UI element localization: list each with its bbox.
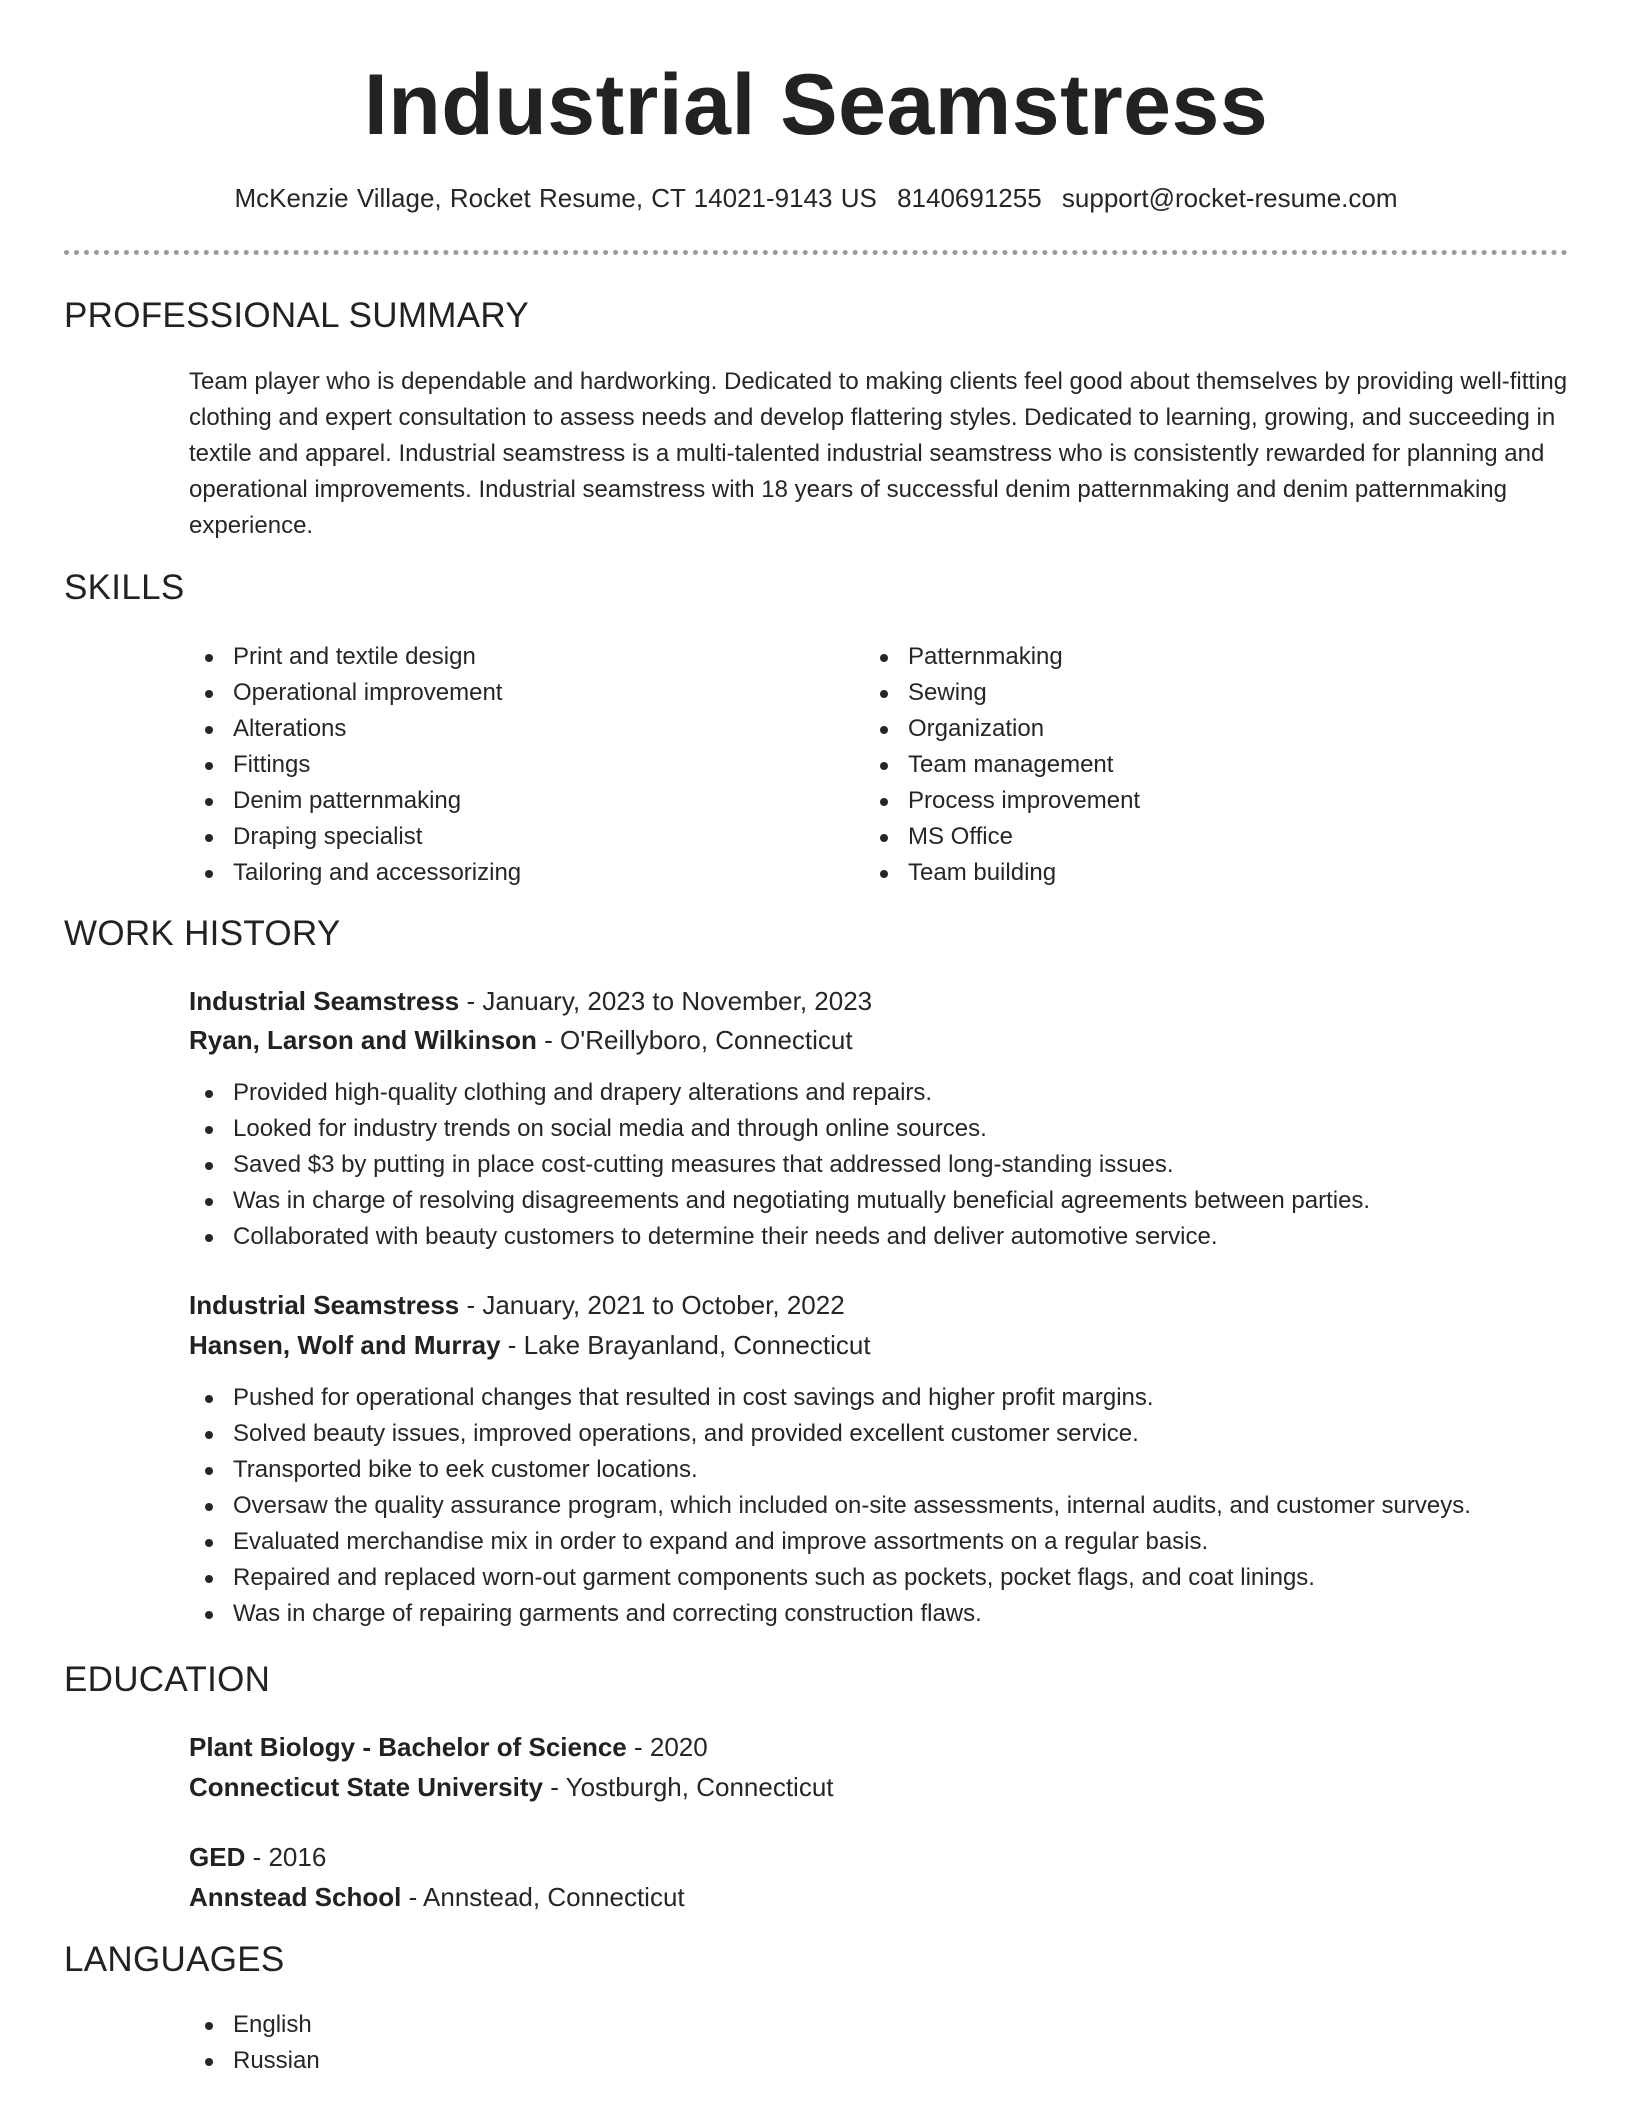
skill-item: Tailoring and accessorizing xyxy=(189,855,521,891)
section-title-languages: LANGUAGES xyxy=(64,1940,285,1979)
edu-location: - Annstead, Connecticut xyxy=(401,1882,685,1912)
section-title-education: EDUCATION xyxy=(64,1660,271,1699)
job-title: Industrial Seamstress xyxy=(189,986,460,1016)
skill-item: Process improvement xyxy=(864,783,1140,819)
candidate-name: Industrial Seamstress xyxy=(363,57,1269,153)
job-bullet: Was in charge of resolving disagreements and negotiating mutually beneficial agreements between parties. xyxy=(189,1183,1370,1219)
job-bullet: Was in charge of repairing garments and correcting construction flaws. xyxy=(189,1596,1471,1632)
skill-item: Draping specialist xyxy=(189,819,521,855)
edu-school-line xyxy=(189,1768,834,1806)
contact-phone: 8140691255 xyxy=(897,183,1042,213)
edu-school: Connecticut State University xyxy=(189,1772,543,1802)
edu-year: - 2020 xyxy=(626,1732,708,1762)
job-bullet: Transported bike to eek customer locations. xyxy=(189,1452,1471,1488)
skills-list-right xyxy=(864,639,1140,891)
section-title-skills: SKILLS xyxy=(64,568,185,607)
skill-item: Alterations xyxy=(189,711,521,747)
skill-item: Operational improvement xyxy=(189,675,521,711)
contact-address: McKenzie Village, Rocket Resume, CT 14021-9143 US xyxy=(234,183,877,213)
job-company-line xyxy=(189,1326,871,1364)
job-bullet: Collaborated with beauty customers to determine their needs and deliver automotive service. xyxy=(189,1219,1370,1255)
edu-degree-line xyxy=(189,1838,326,1876)
edu-year: - 2016 xyxy=(245,1842,327,1872)
job-location: - Lake Brayanland, Connecticut xyxy=(500,1330,871,1360)
job-bullets xyxy=(189,1075,1370,1255)
edu-degree-line xyxy=(189,1728,708,1766)
edu-school-line xyxy=(189,1878,685,1916)
skill-item: Organization xyxy=(864,711,1140,747)
job-bullet: Evaluated merchandise mix in order to expand and improve assortments on a regular basis. xyxy=(189,1524,1471,1560)
job-dates: - January, 2023 to November, 2023 xyxy=(459,986,873,1016)
job-bullet: Solved beauty issues, improved operations, and provided excellent customer service. xyxy=(189,1416,1471,1452)
job-bullet: Pushed for operational changes that resulted in cost savings and higher profit margins. xyxy=(189,1380,1471,1416)
job-bullets xyxy=(189,1380,1471,1632)
job-title-line xyxy=(189,1286,845,1324)
skill-item: Patternmaking xyxy=(864,639,1140,675)
job-bullet: Provided high-quality clothing and drapery alterations and repairs. xyxy=(189,1075,1370,1111)
header-divider xyxy=(64,250,1568,255)
contact-line xyxy=(0,180,1632,216)
skill-item: Print and textile design xyxy=(189,639,521,675)
contact-email: support@rocket-resume.com xyxy=(1061,183,1398,213)
job-location: - O'Reillyboro, Connecticut xyxy=(536,1025,853,1055)
job-dates: - January, 2021 to October, 2022 xyxy=(459,1290,845,1320)
summary-text: Team player who is dependable and hardworking. Dedicated to making clients feel good about themselves by providing well-fitting clothing and expert consultation to assess needs and develop flattering styles. Dedicated to learning, growing, and succeeding in textile and apparel. Industrial seamstress is a multi-talented industrial seamstress who is consistently rewarded for planning and operational improvements. Industrial seamstress with 18 years of successful denim patternmaking and denim patternmaking experience. xyxy=(189,368,1568,539)
skill-item: Sewing xyxy=(864,675,1140,711)
edu-degree: GED xyxy=(189,1842,246,1872)
job-company: Ryan, Larson and Wilkinson xyxy=(189,1025,537,1055)
languages-list xyxy=(189,2007,320,2079)
edu-location: - Yostburgh, Connecticut xyxy=(542,1772,834,1802)
language-item: Russian xyxy=(189,2043,320,2079)
skill-item: Fittings xyxy=(189,747,521,783)
skill-item: Team building xyxy=(864,855,1140,891)
job-bullet: Saved $3 by putting in place cost-cutting measures that addressed long-standing issues. xyxy=(189,1147,1370,1183)
job-bullet: Repaired and replaced worn-out garment components such as pockets, pocket flags, and coat linings. xyxy=(189,1560,1471,1596)
skill-item: MS Office xyxy=(864,819,1140,855)
job-company: Hansen, Wolf and Murray xyxy=(189,1330,501,1360)
job-bullet: Looked for industry trends on social media and through online sources. xyxy=(189,1111,1370,1147)
section-title-work: WORK HISTORY xyxy=(64,914,341,953)
job-company-line xyxy=(189,1021,853,1059)
skills-list-left xyxy=(189,639,521,891)
skill-item: Team management xyxy=(864,747,1140,783)
edu-degree: Plant Biology - Bachelor of Science xyxy=(189,1732,627,1762)
skill-item: Denim patternmaking xyxy=(189,783,521,819)
section-title-summary: PROFESSIONAL SUMMARY xyxy=(64,296,529,335)
job-bullet: Oversaw the quality assurance program, which included on-site assessments, internal audits, and customer surveys. xyxy=(189,1488,1471,1524)
job-title-line xyxy=(189,982,872,1020)
language-item: English xyxy=(189,2007,320,2043)
job-title: Industrial Seamstress xyxy=(189,1290,460,1320)
edu-school: Annstead School xyxy=(189,1882,402,1912)
